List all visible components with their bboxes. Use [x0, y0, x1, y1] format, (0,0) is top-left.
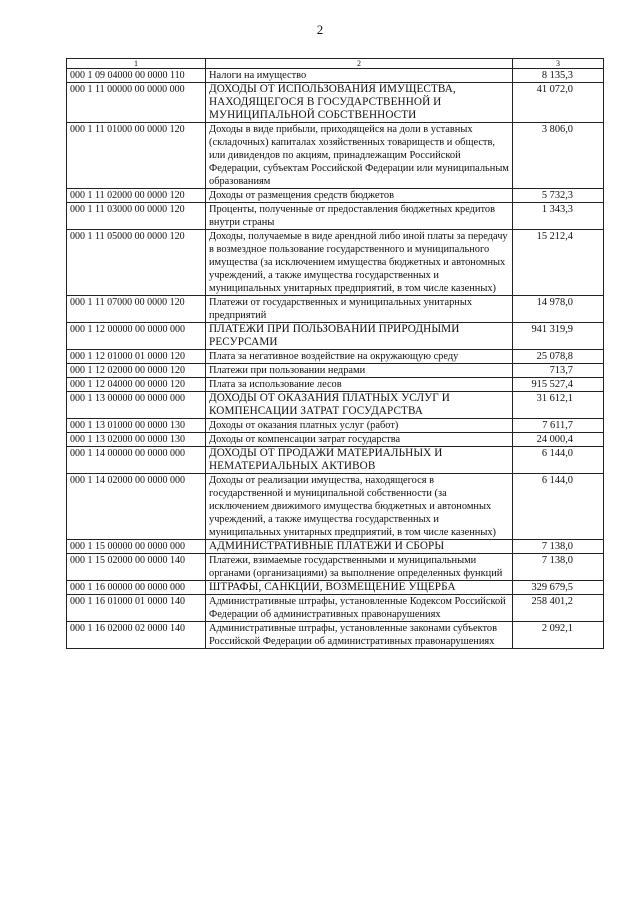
header-col-2: 2: [206, 59, 513, 69]
table-row: [67, 474, 604, 540]
row-amount: 1 343,3: [513, 203, 604, 230]
table-row: [67, 392, 604, 419]
row-code: 000 1 16 00000 00 0000 000: [67, 581, 206, 595]
row-name: ДОХОДЫ ОТ ИСПОЛЬЗОВАНИЯ ИМУЩЕСТВА, НАХОДЯЩЕГОСЯ В ГОСУДАРСТВЕННОЙ И МУНИЦИПАЛЬНОЙ СОБСТВЕННОСТИ: [206, 83, 513, 123]
table-row: [67, 83, 604, 123]
row-amount: 14 978,0: [513, 296, 604, 323]
row-name: ДОХОДЫ ОТ ОКАЗАНИЯ ПЛАТНЫХ УСЛУГ И КОМПЕНСАЦИИ ЗАТРАТ ГОСУДАРСТВА: [206, 392, 513, 419]
row-code: 000 1 11 00000 00 0000 000: [67, 83, 206, 123]
table-row: [67, 189, 604, 203]
row-amount: 3 806,0: [513, 123, 604, 189]
row-amount: 25 078,8: [513, 350, 604, 364]
row-code: 000 1 13 01000 00 0000 130: [67, 419, 206, 433]
row-code: 000 1 11 07000 00 0000 120: [67, 296, 206, 323]
row-code: 000 1 11 03000 00 0000 120: [67, 203, 206, 230]
row-name: Платежи, взимаемые государственными и муниципальными органами (организациями) за выполнение определенных функций: [206, 554, 513, 581]
table-row: [67, 554, 604, 581]
row-amount: 24 000,4: [513, 433, 604, 447]
row-name: Доходы в виде прибыли, приходящейся на доли в уставных (складочных) капиталах хозяйственных товариществ и обществ, или дивидендов по акциям, принадлежащим Российской Федерации, субъектам Российской Федерации или муниципальным образованиям: [206, 123, 513, 189]
row-code: 000 1 15 02000 00 0000 140: [67, 554, 206, 581]
row-amount: 329 679,5: [513, 581, 604, 595]
row-name: Доходы от оказания платных услуг (работ): [206, 419, 513, 433]
table-row: [67, 323, 604, 350]
row-amount: 31 612,1: [513, 392, 604, 419]
row-name: Налоги на имущество: [206, 69, 513, 83]
row-amount: 5 732,3: [513, 189, 604, 203]
row-code: 000 1 16 02000 02 0000 140: [67, 622, 206, 649]
row-code: 000 1 09 04000 00 0000 110: [67, 69, 206, 83]
revenue-table: [66, 58, 604, 649]
table-row: [67, 433, 604, 447]
row-amount: 7 611,7: [513, 419, 604, 433]
row-code: 000 1 12 00000 00 0000 000: [67, 323, 206, 350]
row-code: 000 1 16 01000 01 0000 140: [67, 595, 206, 622]
row-name: ДОХОДЫ ОТ ПРОДАЖИ МАТЕРИАЛЬНЫХ И НЕМАТЕРИАЛЬНЫХ АКТИВОВ: [206, 447, 513, 474]
row-code: 000 1 12 01000 01 0000 120: [67, 350, 206, 364]
row-amount: 15 212,4: [513, 230, 604, 296]
table-row: [67, 622, 604, 649]
row-amount: 41 072,0: [513, 83, 604, 123]
row-name: Административные штрафы, установленные Кодексом Российской Федерации об административных правонарушениях: [206, 595, 513, 622]
table-row: [67, 581, 604, 595]
row-amount: 915 527,4: [513, 378, 604, 392]
table-header-row: [67, 59, 604, 69]
row-amount: 2 092,1: [513, 622, 604, 649]
row-amount: 8 135,3: [513, 69, 604, 83]
row-code: 000 1 11 01000 00 0000 120: [67, 123, 206, 189]
table-row: [67, 364, 604, 378]
row-name: Плата за использование лесов: [206, 378, 513, 392]
row-code: 000 1 13 00000 00 0000 000: [67, 392, 206, 419]
row-name: Платежи от государственных и муниципальных унитарных предприятий: [206, 296, 513, 323]
table-row: [67, 447, 604, 474]
row-code: 000 1 15 00000 00 0000 000: [67, 540, 206, 554]
row-name: Доходы от размещения средств бюджетов: [206, 189, 513, 203]
row-amount: 7 138,0: [513, 554, 604, 581]
header-col-3: 3: [513, 59, 604, 69]
table-row: [67, 419, 604, 433]
table-row: [67, 540, 604, 554]
row-name: АДМИНИСТРАТИВНЫЕ ПЛАТЕЖИ И СБОРЫ: [206, 540, 513, 554]
row-amount: 6 144,0: [513, 447, 604, 474]
row-name: Административные штрафы, установленные законами субъектов Российской Федерации об административных правонарушениях: [206, 622, 513, 649]
table-row: [67, 123, 604, 189]
table-row: [67, 378, 604, 392]
row-name: Платежи при пользовании недрами: [206, 364, 513, 378]
row-code: 000 1 12 04000 00 0000 120: [67, 378, 206, 392]
row-code: 000 1 13 02000 00 0000 130: [67, 433, 206, 447]
table-row: [67, 595, 604, 622]
row-amount: 258 401,2: [513, 595, 604, 622]
row-amount: 941 319,9: [513, 323, 604, 350]
row-amount: 6 144,0: [513, 474, 604, 540]
row-name: Проценты, полученные от предоставления бюджетных кредитов внутри страны: [206, 203, 513, 230]
row-code: 000 1 14 00000 00 0000 000: [67, 447, 206, 474]
row-code: 000 1 14 02000 00 0000 000: [67, 474, 206, 540]
table-row: [67, 69, 604, 83]
row-amount: 713,7: [513, 364, 604, 378]
row-name: Доходы от реализации имущества, находящегося в государственной и муниципальной собственности (за исключением движимого имущества бюджетных и автономных учреждений, а также имущества государственных и муниципальных унитарных предприятий, в том числе казенных): [206, 474, 513, 540]
row-code: 000 1 12 02000 00 0000 120: [67, 364, 206, 378]
table-row: [67, 230, 604, 296]
row-name: Плата за негативное воздействие на окружающую среду: [206, 350, 513, 364]
page-number: 2: [316, 22, 324, 37]
header-col-1: 1: [67, 59, 206, 69]
table-row: [67, 350, 604, 364]
row-name: Доходы, получаемые в виде арендной либо иной платы за передачу в возмездное пользование государственного и муниципального имущества (за исключением имущества бюджетных и автономных учреждений, а также имущества государственных и муниципальных унитарных предприятий, в том числе казенных): [206, 230, 513, 296]
revenue-table-body: [67, 59, 604, 649]
row-amount: 7 138,0: [513, 540, 604, 554]
row-name: Доходы от компенсации затрат государства: [206, 433, 513, 447]
table-row: [67, 203, 604, 230]
row-code: 000 1 11 05000 00 0000 120: [67, 230, 206, 296]
table-row: [67, 296, 604, 323]
row-name: ПЛАТЕЖИ ПРИ ПОЛЬЗОВАНИИ ПРИРОДНЫМИ РЕСУРСАМИ: [206, 323, 513, 350]
row-code: 000 1 11 02000 00 0000 120: [67, 189, 206, 203]
row-name: ШТРАФЫ, САНКЦИИ, ВОЗМЕЩЕНИЕ УЩЕРБА: [206, 581, 513, 595]
